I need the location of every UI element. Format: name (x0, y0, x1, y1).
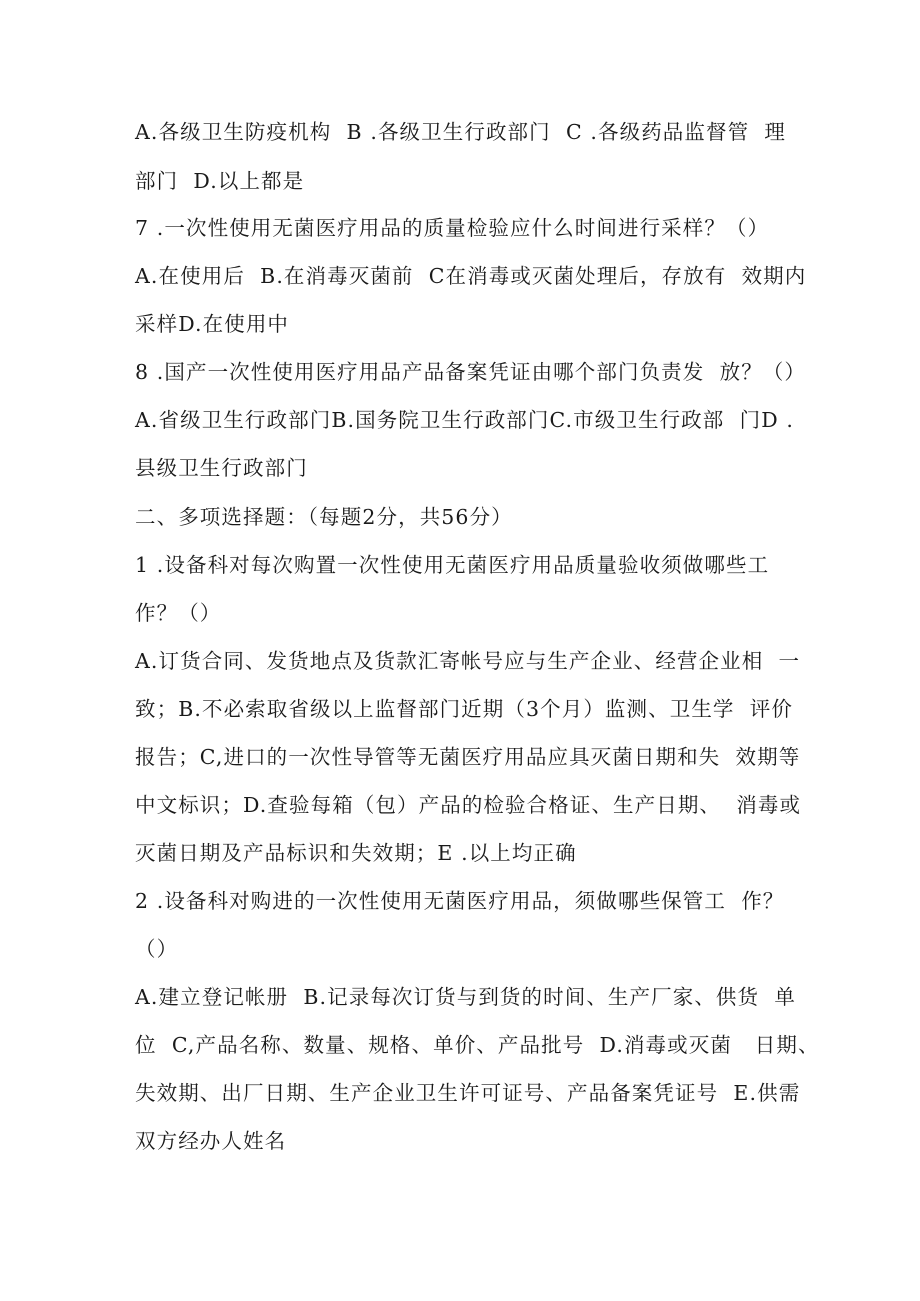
question-m1-cont: 作？（） (135, 601, 222, 625)
option-line-m2-d: 双方经办人姓名 (135, 1129, 287, 1153)
question-7: 7 .一次性使用无菌医疗用品的质量检验应什么时间进行采样？（） (135, 216, 770, 240)
option-line-m2-b: 位 C,产品名称、数量、规格、单价、产品批号 D.消毒或灭菌 日期、 (135, 1033, 820, 1057)
question-m2: 2 .设备科对购进的一次性使用无菌医疗用品，须做哪些保管工 作？ (135, 889, 785, 913)
option-line-m2-c: 失效期、出厂日期、生产企业卫生许可证号、产品备案凭证号 E.供需 (135, 1081, 801, 1105)
option-line-q8-options: A.省级卫生行政部门B.国务院卫生行政部门C.市级卫生行政部 门D . (135, 408, 794, 432)
question-8: 8 .国产一次性使用医疗用品产品备案凭证由哪个部门负责发 放？（） (135, 360, 807, 384)
option-line-q8-options-cont: 县级卫生行政部门 (135, 456, 308, 480)
option-line-m1-a: A.订货合同、发货地点及货款汇寄帐号应与生产企业、经营企业相 一 (135, 649, 801, 673)
question-m2-cont: （） (135, 937, 179, 961)
option-line-q6-options: A.各级卫生防疫机构 B .各级卫生行政部门 C .各级药品监督管 理 (135, 120, 787, 144)
option-line-m2-a: A.建立登记帐册 B.记录每次订货与到货的时间、生产厂家、供货 单 (135, 985, 796, 1009)
section-heading-multiple-choice: 二、多项选择题：（每题2分，共56分） (135, 505, 513, 529)
option-line-m1-c: 报告；C,进口的一次性导管等无菌医疗用品应具灭菌日期和失 效期等 (135, 745, 801, 769)
option-line-q6-options-cont: 部门 D.以上都是 (135, 169, 305, 193)
option-line-q7-options: A.在使用后 B.在消毒灭菌前 C在消毒或灭菌处理后，存放有 效期内 (135, 264, 807, 288)
option-line-q7-options-cont: 采样D.在使用中 (135, 312, 290, 336)
option-line-m1-b: 致；B.不必索取省级以上监督部门近期（3个月）监测、卫生学 评价 (135, 697, 793, 721)
option-line-m1-e: 灭菌日期及产品标识和失效期；E .以上均正确 (135, 841, 577, 865)
option-line-m1-d: 中文标识；D.查验每箱（包）产品的检验合格证、生产日期、 消毒或 (135, 793, 802, 817)
question-m1: 1 .设备科对每次购置一次性使用无菌医疗用品质量验收须做哪些工 (135, 553, 770, 577)
